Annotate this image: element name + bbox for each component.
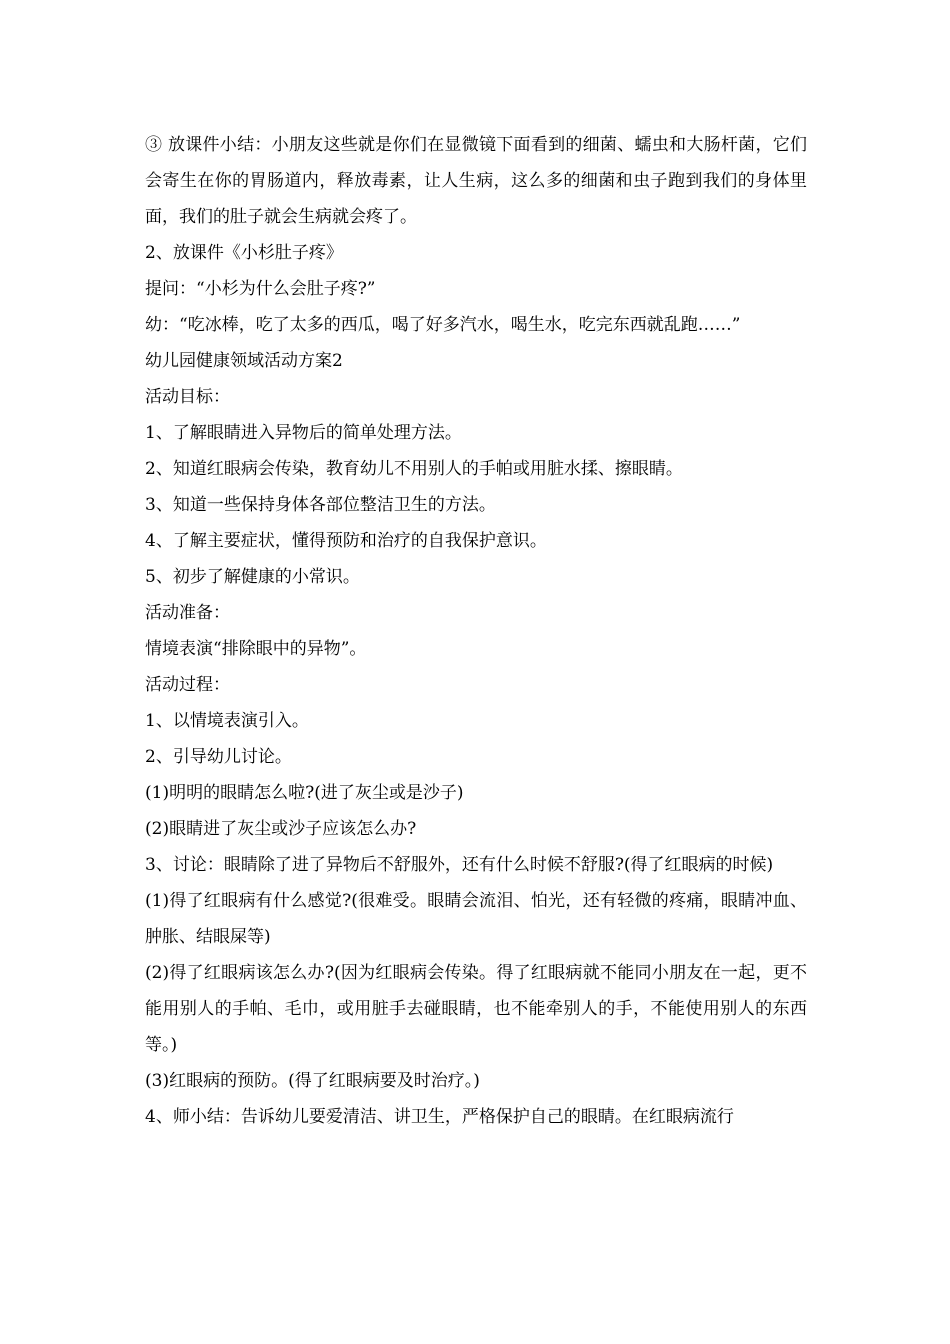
process-step-3: 3、讨论：眼睛除了进了异物后不舒服外，还有什么时候不舒服?(得了红眼病的时候) (145, 855, 774, 875)
goal-item-2: 2、知道红眼病会传染，教育幼儿不用别人的手帕或用脏水揉、擦眼睛。 (145, 459, 683, 479)
preparation-item: 情境表演“排除眼中的异物”。 (145, 639, 367, 659)
goal-item-5: 5、初步了解健康的小常识。 (145, 567, 360, 587)
goal-item-4: 4、了解主要症状，懂得预防和治疗的自我保护意识。 (145, 531, 547, 551)
paragraph-question: 提问：“小杉为什么会肚子疼?” (145, 279, 376, 299)
heading-process: 活动过程： (145, 675, 230, 695)
process-substep-1: (1)明明的眼睛怎么啦?(进了灰尘或是沙子) (145, 783, 464, 803)
heading-preparation: 活动准备： (145, 603, 230, 623)
process-step-1: 1、以情境表演引入。 (145, 711, 309, 731)
process-substep-3-1: (1)得了红眼病有什么感觉?(很难受。眼睛会流泪、怕光，还有轻微的疼痛，眼睛冲血、肿胀、结眼屎等) (145, 891, 807, 947)
paragraph-summary: ③ 放课件小结：小朋友这些就是你们在显微镜下面看到的细菌、蠕虫和大肠杆菌，它们会寄生在你的胃肠道内，释放毒素，让人生病，这么多的细菌和虫子跑到我们的身体里面，我们的肚子就会生病就会疼了。 (145, 135, 807, 227)
process-step-4: 4、师小结：告诉幼儿要爱清洁、讲卫生，严格保护自己的眼睛。在红眼病流行 (145, 1107, 734, 1127)
paragraph-child-answer: 幼：“吃冰棒，吃了太多的西瓜，喝了好多汽水，喝生水，吃完东西就乱跑……” (145, 315, 741, 335)
process-step-2: 2、引导幼儿讨论。 (145, 747, 292, 767)
process-substep-2: (2)眼睛进了灰尘或沙子应该怎么办? (145, 819, 417, 839)
process-substep-3-2: (2)得了红眼病该怎么办?(因为红眼病会传染。得了红眼病就不能同小朋友在一起，更不能用别人的手帕、毛巾，或用脏手去碰眼睛，也不能牵别人的手，不能使用别人的东西等。) (145, 963, 807, 1055)
heading-goals: 活动目标： (145, 387, 230, 407)
process-substep-3-3: (3)红眼病的预防。(得了红眼病要及时治疗。) (145, 1071, 480, 1091)
goal-item-1: 1、了解眼睛进入异物后的简单处理方法。 (145, 423, 462, 443)
goal-item-3: 3、知道一些保持身体各部位整洁卫生的方法。 (145, 495, 496, 515)
document-body (145, 127, 807, 1135)
section-title: 幼儿园健康领域活动方案2 (145, 351, 343, 371)
paragraph-courseware: 2、放课件《小杉肚子疼》 (145, 243, 343, 263)
